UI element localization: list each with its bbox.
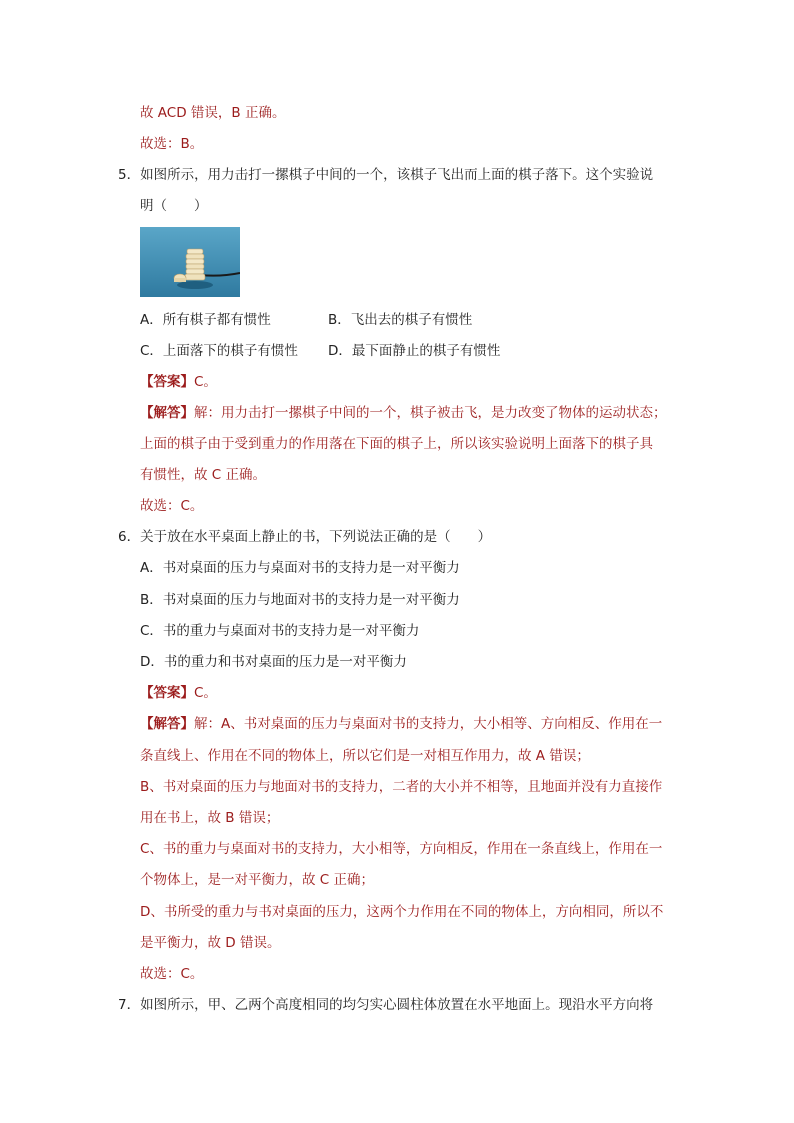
q6-analysis-a-line2: 条直线上、作用在不同的物体上，所以它们是一对相互作用力，故 A 错误； xyxy=(140,748,590,764)
prev-choice: 故选：B。 xyxy=(140,136,204,152)
q7-stem-line1: 7．如图所示，甲、乙两个高度相同的均匀实心圆柱体放置在水平地面上。现沿水平方向将 xyxy=(118,997,654,1013)
q6-answer-value: C。 xyxy=(194,685,217,701)
q5-analysis-line3: 有惯性，故 C 正确。 xyxy=(140,467,267,483)
q5-option-c: C．上面落下的棋子有惯性 xyxy=(140,343,298,359)
q6-analysis-tag: 【解答】 xyxy=(140,716,194,732)
q6-analysis-b-line1: B、书对桌面的压力与地面对书的支持力，二者的大小并不相等，且地面并没有力直接作 xyxy=(140,779,663,795)
q6-analysis-c-line2: 个物体上，是一对平衡力，故 C 正确； xyxy=(140,872,375,888)
q6-answer-tag: 【答案】 xyxy=(140,685,194,701)
q5-analysis-tag: 【解答】 xyxy=(140,405,194,421)
checkers-stack-photo xyxy=(140,227,240,297)
q5-option-b: B．飞出去的棋子有惯性 xyxy=(328,312,473,328)
q6-analysis-c-line1: C、书的重力与桌面对书的支持力，大小相等，方向相反，作用在一条直线上，作用在一 xyxy=(140,841,663,857)
checkers-stack-illustration xyxy=(140,227,240,297)
q5-analysis-line2: 上面的棋子由于受到重力的作用落在下面的棋子上，所以该实验说明上面落下的棋子具 xyxy=(140,436,653,452)
q5-answer xyxy=(140,372,217,392)
q6-analysis-b-line2: 用在书上，故 B 错误； xyxy=(140,810,280,826)
q5-answer-tag: 【答案】 xyxy=(140,374,194,390)
q5-answer-value: C。 xyxy=(194,374,217,390)
q5-stem-line1: 5．如图所示，用力击打一摞棋子中间的一个，该棋子飞出而上面的棋子落下。这个实验说 xyxy=(118,167,654,183)
q6-choice: 故选：C。 xyxy=(140,966,204,982)
q6-option-d: D．书的重力和书对桌面的压力是一对平衡力 xyxy=(140,654,407,670)
q6-analysis-a-line1 xyxy=(140,714,662,734)
q5-option-a: A．所有棋子都有惯性 xyxy=(140,312,271,328)
q5-choice: 故选：C。 xyxy=(140,498,204,514)
q6-option-c: C．书的重力与桌面对书的支持力是一对平衡力 xyxy=(140,623,420,639)
q5-option-d: D．最下面静止的棋子有惯性 xyxy=(328,343,501,359)
q5-analysis-line1 xyxy=(140,403,667,423)
prev-conclusion: 故 ACD 错误，B 正确。 xyxy=(140,105,286,121)
q6-analysis-d-line2: 是平衡力，故 D 错误。 xyxy=(140,935,281,951)
q5-stem-line2: 明（ ） xyxy=(140,198,208,214)
q6-stem: 6．关于放在水平桌面上静止的书，下列说法正确的是（ ） xyxy=(118,529,492,545)
q5-analysis-text1: 解：用力击打一摞棋子中间的一个，棋子被击飞，是力改变了物体的运动状态； xyxy=(194,405,667,421)
q6-option-a: A．书对桌面的压力与桌面对书的支持力是一对平衡力 xyxy=(140,560,460,576)
q6-option-b: B．书对桌面的压力与地面对书的支持力是一对平衡力 xyxy=(140,592,460,608)
q6-analysis-a-text1: 解：A、书对桌面的压力与桌面对书的支持力，大小相等、方向相反、作用在一 xyxy=(194,716,663,732)
q6-answer xyxy=(140,683,217,703)
q6-analysis-d-line1: D、书所受的重力与书对桌面的压力，这两个力作用在不同的物体上，方向相同，所以不 xyxy=(140,904,664,920)
